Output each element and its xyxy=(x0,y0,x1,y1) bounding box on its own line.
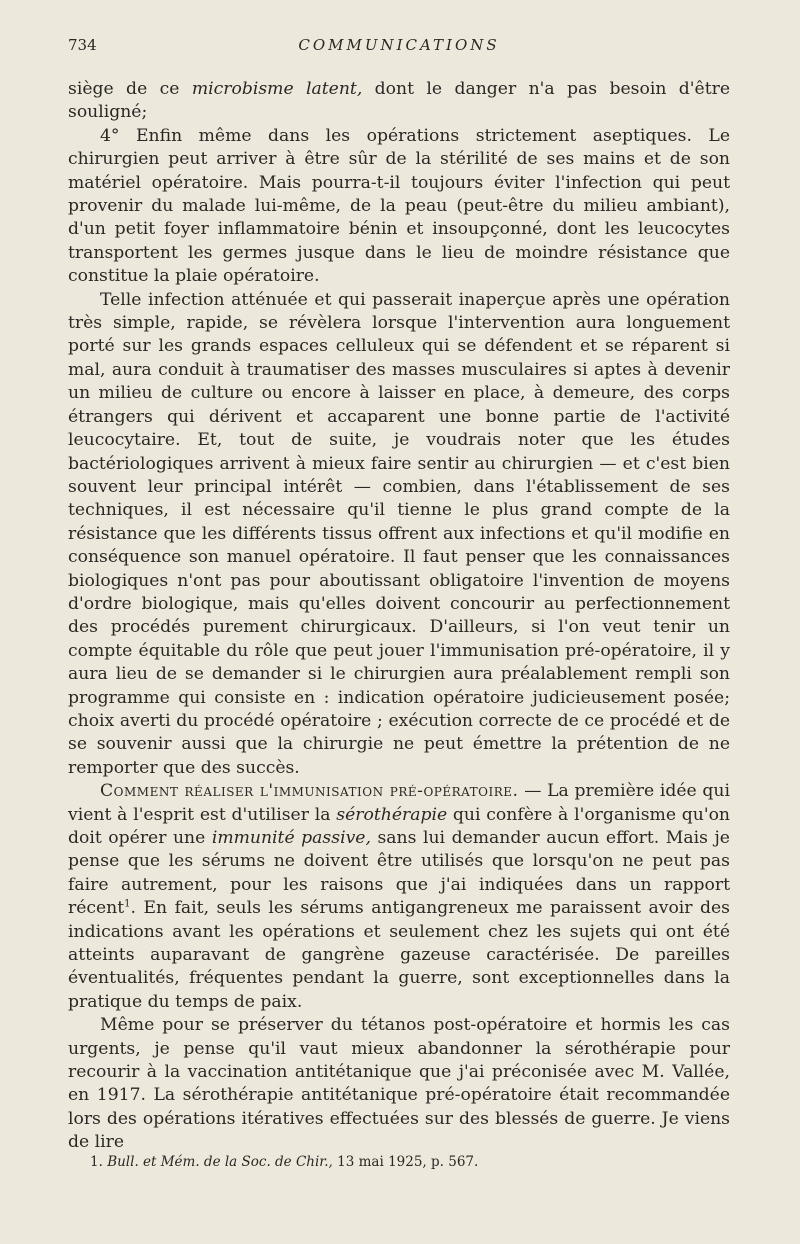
running-title: COMMUNICATIONS xyxy=(298,36,500,54)
footnote-source: Bull. et Mém. de la Soc. de Chir., xyxy=(107,1154,333,1170)
body-text xyxy=(68,78,730,1155)
italic-term: microbisme latent, xyxy=(191,79,363,99)
paragraph-2: 4° Enfin même dans les opérations strictement aseptiques. Le chirurgien peut arriver à être sûr de la stérilité de ses mains et de son matériel opératoire. Mais pourra-t-il toujours éviter l'infection qui peut provenir du malade lui-même, de la peau (peut-être du milieu ambiant), d'un petit foyer inflammatoire bénin et insoupçonné, dont les leucocytes transportent les germes jusque dans le lieu de moindre résistance que constitue la plaie opératoire. xyxy=(68,125,730,287)
italic-term: immunité passive, xyxy=(211,828,371,848)
text-run: dont le danger n'a pas besoin d'être souligné; xyxy=(68,79,730,123)
page-number: 734 xyxy=(68,36,97,54)
text-run: sans lui demander aucun effort. Mais je pense que les sérums ne doivent être utilisés que lorsqu'on ne peut pas faire autrement, pour les raisons que j'ai indiquées dans un rapport récent xyxy=(68,828,730,919)
paragraph-1 xyxy=(68,78,730,125)
footnote-number: 1. xyxy=(90,1154,103,1170)
text-run: siège de ce xyxy=(68,79,192,99)
page-header xyxy=(68,36,730,60)
section-heading: Comment réaliser l'immunisation pré-opératoire. xyxy=(100,781,519,802)
footnote-detail: 13 mai 1925, p. 567. xyxy=(332,1154,479,1170)
footnote xyxy=(90,1154,478,1170)
italic-term: sérothérapie xyxy=(336,804,448,825)
text-run: . En fait, seuls les sérums antigangreneux me paraissent avoir des indications avant les opérations et seulement chez les sujets qui ont été atteints auparavant de gangrène gazeuse caractérisée. De pareilles éventualités, fréquentes pendant la guerre, sont exceptionnelles dans la pratique du temps de paix. xyxy=(68,898,730,1012)
paragraph-3: Telle infection atténuée et qui passerait inaperçue après une opération très simple, rapide, se révèlera lorsque l'intervention aura longuement porté sur les grands espaces celluleux qui se défendent et se réparent si mal, aura conduit à traumatiser des masses musculaires si aptes à devenir un milieu de culture ou encore à laisser en place, à demeure, des corps étrangers qui dérivent et accaparent une bonne partie de l'activité leucocytaire. Et, tout de suite, je voudrais noter que les études bactériologiques arrivent à mieux faire sentir au chirurgien — et c'est bien souvent leur principal intérêt — combien, dans l'établissement de ses techniques, il est nécessaire qu'il tienne le plus grand compte de la résistance que les différents tissus offrent aux infections et qu'il modifie en conséquence son manuel opératoire. Il faut penser que les connaissances biologiques n'ont pas pour aboutissant obligatoire l'invention de moyens d'ordre biologique, mais qu'elles doivent concourir au perfectionnement des procédés purement chirurgicaux. D'ailleurs, si l'on veut tenir un compte équitable du rôle que peut jouer l'immunisation pré-opératoire, il y aura lieu de se demander si le chirurgien aura préalablement rempli son programme qui consiste en : indication opératoire judicieusement posée; choix averti du procédé opératoire ; exécution correcte de ce procédé et de se souvenir aussi que la chirurgie ne peut émettre la prétention de ne remporter que des succès. xyxy=(68,289,730,778)
footnote-reference: 1 xyxy=(124,898,131,910)
paragraph-4 xyxy=(68,780,730,1014)
text-run: qui confère à l'organisme qu'on doit opérer une xyxy=(68,804,731,848)
paragraph-5: Même pour se préserver du tétanos post-opératoire et hormis les cas urgents, je pense qu'il vaut mieux abandonner la sérothérapie pour recourir à la vaccination antitétanique que j'ai préconisée avec M. Vallée, en 1917. La sérothérapie antitétanique pré-opératoire était recommandée lors des opérations itératives effectuées sur des blessés de guerre. Je viens de lire xyxy=(68,1015,730,1153)
text-run: — La première idée qui vient à l'esprit est d'utiliser la xyxy=(68,781,730,825)
